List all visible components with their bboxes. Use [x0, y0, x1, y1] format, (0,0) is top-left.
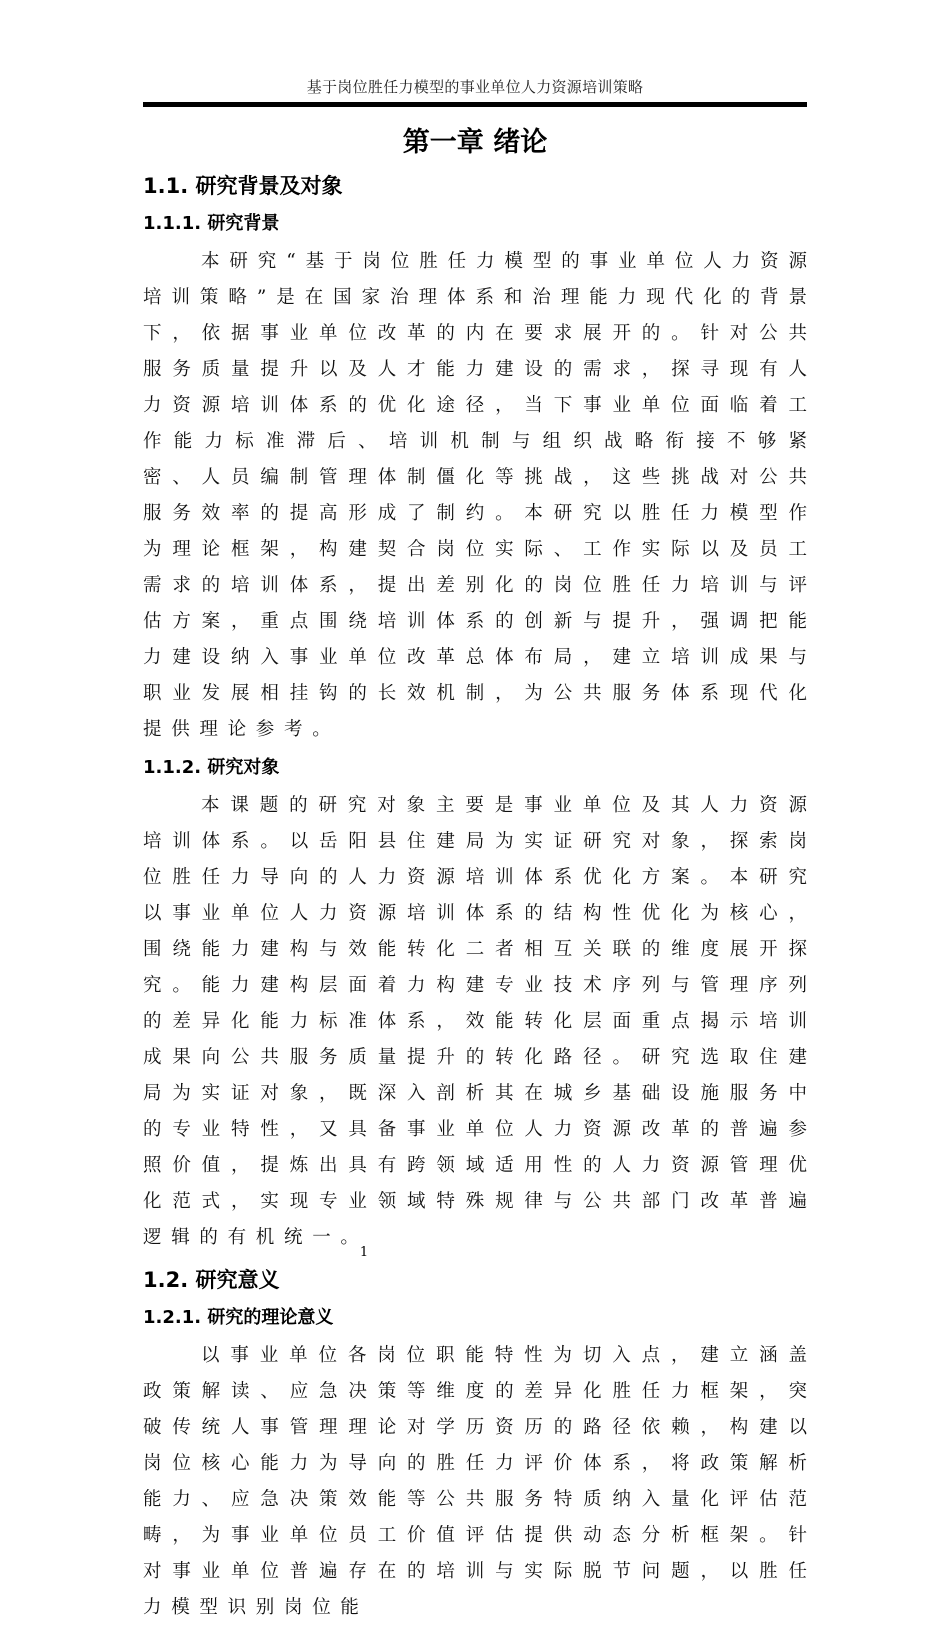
section-heading-1-2: 1.2. 研究意义 [143, 1268, 280, 1292]
paragraph-research-object: 本课题的研究对象主要是事业单位及其人力资源培训体系。以岳阳县住建局为实证研究对象，探索岗位胜任力导向的人力资源培训体系优化方案。本研究以事业单位人力资源培训体系的结构性优化为核心，围绕能力建构与效能转化二者相互关联的维度展开探究。能力建构层面着力构建专业技术序列与管理序列的差异化能力标准体系，效能转化层面重点揭示培训成果向公共服务质量提升的转化路径。研究选取住建局为实证对象，既深入剖析其在城乡基础设施服务中的专业特性，又具备事业单位人力资源改革的普遍参照价值，提炼出具有跨领域适用性的人力资源管理优化范式，实现专业领域特殊规律与公共部门改革普遍逻辑的有机统一。 [143, 795, 817, 1248]
subsection-heading-1-1-1: 1.1.1. 研究背景 [143, 213, 280, 234]
page-number: 1 [359, 1245, 369, 1260]
header-rule-thin [143, 106, 807, 107]
subsection-heading-1-1-2: 1.1.2. 研究对象 [143, 757, 280, 778]
page-content [143, 118, 817, 1626]
paragraph-theoretical-significance: 以事业单位各岗位职能特性为切入点，建立涵盖政策解读、应急决策等维度的差异化胜任力框架，突破传统人事管理理论对学历资历的路径依赖，构建以岗位核心能力为导向的胜任力评价体系，将政策解析能力、应急决策效能等公共服务特质纳入量化评估范畴，为事业单位员工价值评估提供动态分析框架。针对事业单位普遍存在的培训与实际脱节问题，以胜任力模型识别岗位能 [143, 1345, 817, 1618]
subsection-heading-1-2-1: 1.2.1. 研究的理论意义 [143, 1307, 334, 1328]
paragraph-research-background: 本研究“基于岗位胜任力模型的事业单位人力资源培训策略”是在国家治理体系和治理能力现代化的背景下，依据事业单位改革的内在要求展开的。针对公共服务质量提升以及人才能力建设的需求，探寻现有人力资源培训体系的优化途径，当下事业单位面临着工作能力标准滞后、培训机制与组织战略衔接不够紧密、人员编制管理体制僵化等挑战，这些挑战对公共服务效率的提高形成了制约。本研究以胜任力模型作为理论框架，构建契合岗位实际、工作实际以及员工需求的培训体系，提出差别化的岗位胜任力培训与评估方案，重点围绕培训体系的创新与提升，强调把能力建设纳入事业单位改革总体布局，建立培训成果与职业发展相挂钩的长效机制，为公共服务体系现代化提供理论参考。 [143, 251, 817, 740]
chapter-title: 第一章 绪论 [402, 127, 548, 158]
running-header: 基于岗位胜任力模型的事业单位人力资源培训策略 [306, 78, 644, 96]
section-heading-1-1: 1.1. 研究背景及对象 [143, 174, 343, 198]
